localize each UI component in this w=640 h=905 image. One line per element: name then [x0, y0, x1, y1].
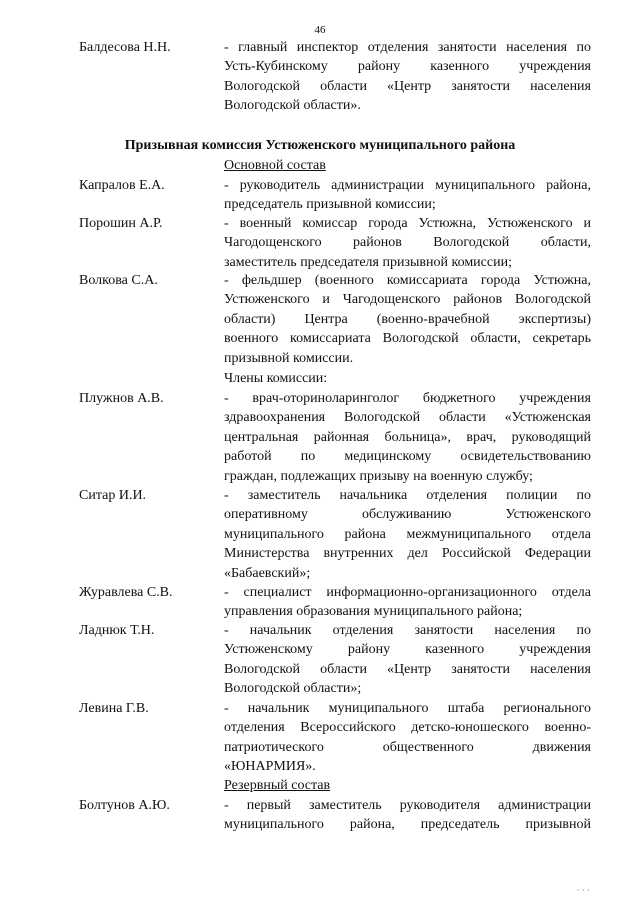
entry-description: - заместитель начальника отделения полиции по оперативному обслуживанию Устюженского муниципального района межмуниципального отдела Министерства внутренних дел Российской Федерации «Бабаевский»; — [224, 488, 591, 581]
entry-description: - военный комиссар города Устюжна, Устюженского и Чагодощенского районов Вологодской области, заместитель председателя призывной комиссии; — [224, 216, 591, 270]
entry-name: Ситар И.И. — [79, 488, 147, 503]
entry-description: - главный инспектор отделения занятости населения по Усть-Кубинскому району казенного учреждения Вологодской области «Центр занятости населения Вологодской области». — [224, 40, 591, 114]
section-members: Члены комиссии: — [224, 371, 328, 386]
entry-name: Волкова С.А. — [79, 273, 158, 288]
entry-description: - фельдшер (военного комиссариата города Устюжна, Устюженского и Чагодощенского районов Вологодской области) Центра (военно-врачебной экспертизы) военного комиссариата Вологодской области, секретарь призывной комиссии. — [224, 273, 591, 366]
commission-heading: Призывная комиссия Устюженского муниципального района — [124, 138, 516, 153]
entry-name: Капралов Е.А. — [79, 178, 165, 193]
entry-name: Левина Г.В. — [79, 701, 149, 716]
entry-name: Порошин А.Р. — [79, 216, 163, 231]
entry-description: - руководитель администрации муниципального района, председатель призывной комиссии; — [224, 178, 591, 213]
page-number: 46 — [314, 24, 326, 36]
entry-description: - специалист информационно-организационного отдела управления образования муниципального района; — [224, 585, 591, 620]
section-reserve-composition: Резервный состав — [224, 778, 331, 793]
entry-description: - начальник муниципального штаба регионального отделения Всероссийского детско-юношеского военно- патриотического общественного движения «ЮНАРМИЯ». — [224, 701, 591, 775]
entry-name: Болтунов А.Ю. — [79, 798, 170, 813]
entry-name: Журавлева С.В. — [79, 585, 173, 600]
entry-name: Ладнюк Т.Н. — [79, 623, 155, 638]
entry-name: Плужнов А.В. — [79, 391, 164, 406]
section-main-composition: Основной состав — [224, 158, 326, 173]
entry-name: Балдесова Н.Н. — [79, 40, 171, 55]
entry-description: - первый заместитель руководителя администрации муниципального района, председатель призывной — [224, 798, 591, 833]
entry-description: - врач-оториноларинголог бюджетного учреждения здравоохранения Вологодской области «Устюженская центральная районная больница», врач, руководящий работой по медицинскому освидетельствованию граждан, подлежащих призыву на военную службу; — [224, 391, 591, 484]
corner-mark: · · · — [576, 885, 590, 895]
entry-description: - начальник отделения занятости населения по Устюженскому району казенного учреждения Вологодской области «Центр занятости населения Вологодской области»; — [224, 623, 591, 697]
